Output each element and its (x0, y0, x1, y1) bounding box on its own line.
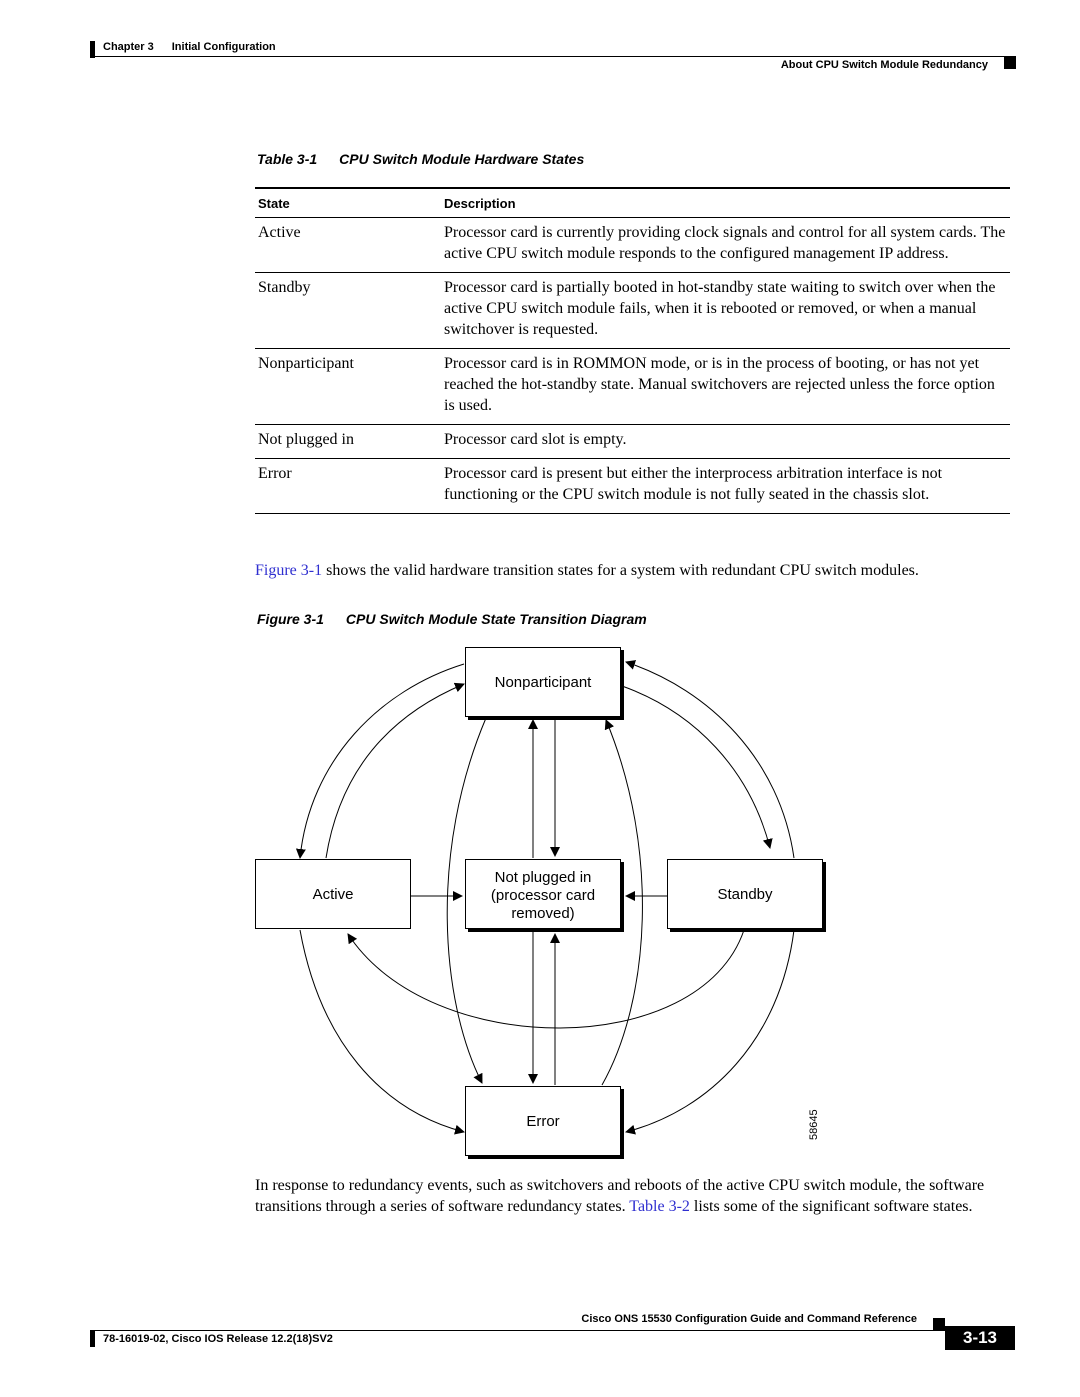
table-link[interactable]: Table 3-2 (629, 1198, 690, 1215)
node-label-line1: Not plugged in (494, 869, 592, 886)
description-cell: Processor card is currently providing clock signals and control for all system cards. The active CPU switch module responds to the configured management IP address. (441, 218, 1010, 273)
footer-rule (95, 1330, 945, 1331)
closing-text-after: lists some of the significant software states. (689, 1198, 973, 1215)
chapter-title: Initial Configuration (171, 41, 276, 53)
arrow-active-to-nonparticipant (326, 684, 464, 858)
node-label-line3: removed) (511, 905, 575, 922)
page-number: 3-13 (945, 1326, 1015, 1350)
state-cell: Error (255, 459, 441, 514)
column-header-state: State (255, 188, 441, 218)
arrow-standby-to-error (626, 930, 794, 1132)
node-label: Standby (717, 886, 773, 903)
node-label: Error (526, 1113, 560, 1130)
footer-doc-title: Cisco ONS 15530 Configuration Guide and Command Reference (581, 1313, 917, 1325)
footer-marker (933, 1318, 945, 1330)
node-label: Active (312, 886, 354, 903)
arrow-nonparticipant-to-standby (622, 686, 770, 848)
node-error (465, 1086, 621, 1156)
figure-caption-number: Figure 3-1 (257, 611, 324, 627)
closing-text-before: In response to redundancy events, such as switchovers and reboots of the active CPU switch module, the software transitions through a series of software redundancy states. (255, 1177, 985, 1215)
intro-text: shows the valid hardware transition states for a system with redundant CPU switch modules. (322, 562, 919, 579)
arrow-active-to-error (300, 930, 464, 1132)
node-active (255, 859, 411, 929)
column-header-description: Description (441, 188, 1010, 218)
node-nonparticipant (465, 647, 621, 717)
state-cell: Standby (255, 273, 441, 349)
figure-link[interactable]: Figure 3-1 (255, 562, 323, 579)
node-standby (667, 859, 823, 929)
state-cell: Nonparticipant (255, 349, 441, 425)
description-cell: Processor card is partially booted in hot-standby state waiting to switch over when the active CPU switch module fails, when it is rebooted or removed, or when a manual switchover is requested. (441, 273, 1010, 349)
node-label-line2: (processor card (490, 887, 596, 904)
table-caption-title: CPU Switch Module Hardware States (339, 151, 585, 167)
description-cell: Processor card is present but either the interprocess arbitration interface is not functioning or the CPU switch module is not fully seated in the chassis slot. (441, 459, 1010, 514)
arrow-standby-to-active (348, 930, 744, 1028)
node-label: Nonparticipant (494, 674, 592, 691)
footer-bar (90, 1330, 95, 1347)
description-cell: Processor card slot is empty. (441, 425, 1010, 459)
chapter-label: Chapter 3 (103, 41, 154, 53)
closing-paragraph (255, 1175, 1017, 1217)
figure-id: 58645 (808, 1109, 820, 1140)
node-not-plugged-in (465, 859, 621, 929)
footer-doc-id: 78-16019-02, Cisco IOS Release 12.2(18)SV2 (103, 1333, 333, 1345)
arrow-standby-to-nonparticipant (626, 662, 794, 858)
arrow-nonparticipant-to-active (300, 664, 464, 858)
description-cell: Processor card is in ROMMON mode, or is in the process of booting, or has not yet reached the hot-standby state. Manual switchovers are rejected unless the force option is used. (441, 349, 1010, 425)
figure-caption-title: CPU Switch Module State Transition Diagram (345, 611, 647, 627)
table-caption-number: Table 3-1 (257, 151, 318, 167)
state-cell: Not plugged in (255, 425, 441, 459)
state-cell: Active (255, 218, 441, 273)
running-header-section: About CPU Switch Module Redundancy (780, 59, 988, 71)
